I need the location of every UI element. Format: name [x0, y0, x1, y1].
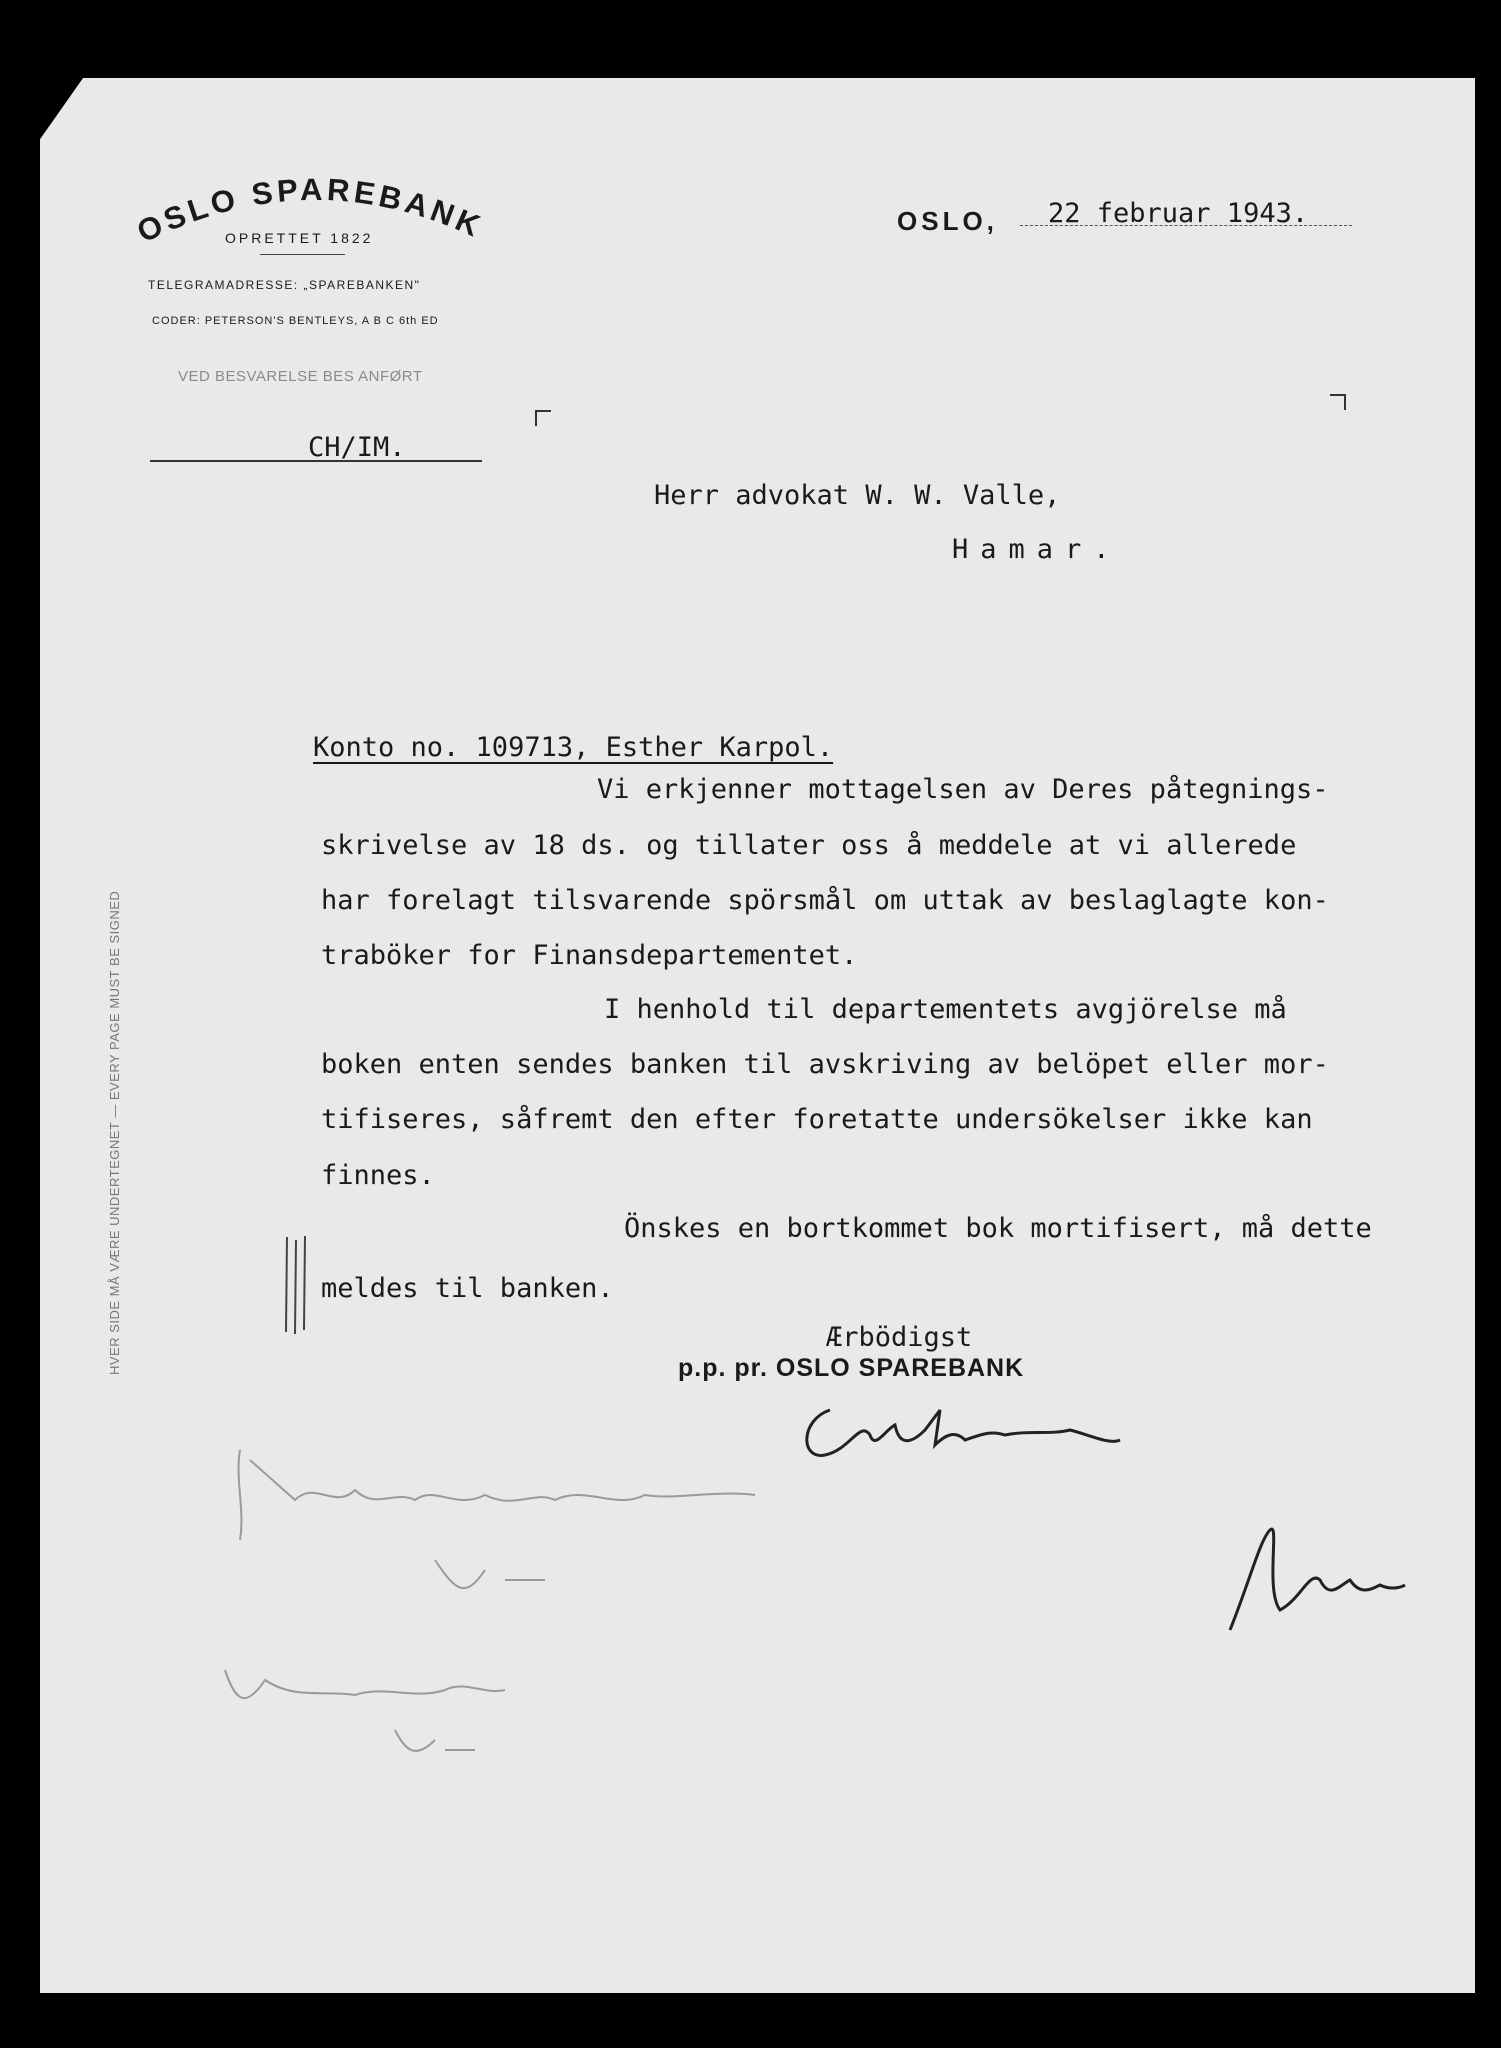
body-line: skrivelse av 18 ds. og tillater oss å meddele at vi allerede: [321, 830, 1297, 861]
addressee-city: Hamar.: [952, 534, 1122, 565]
body-line: boken enten sendes banken til avskriving av belöpet eller mor-: [321, 1049, 1329, 1080]
body-line: Önskes en bortkommet bok mortifisert, må dette: [624, 1213, 1372, 1244]
letterhead-divider: [260, 254, 345, 255]
body-line: tifiseres, såfremt den efter foretatte undersökelser ikke kan: [321, 1104, 1313, 1135]
body-line: meldes til banken.: [321, 1273, 614, 1304]
svg-text:OSLO SPAREBANK: OSLO SPAREBANK: [131, 171, 489, 250]
date-text: 22 februar 1943.: [1048, 198, 1309, 229]
reference-code: CH/IM.: [308, 432, 406, 463]
handwritten-pencil-notes: [215, 1440, 775, 1770]
subject-line: Konto no. 109713, Esther Karpol.: [313, 732, 834, 763]
telegram-address: TELEGRAMADRESSE: „SPAREBANKEN": [148, 278, 421, 292]
body-line: Vi erkjenner mottagelsen av Deres påtegnings-: [597, 774, 1329, 805]
address-corner-mark-right: [1330, 394, 1346, 410]
body-line: har forelagt tilsvarende spörsmål om uttak av beslaglagte kon-: [321, 885, 1329, 916]
signature-1: [790, 1390, 1200, 1480]
body-line: traböker for Finansdepartementet.: [321, 940, 858, 971]
body-line: finnes.: [321, 1160, 435, 1191]
signature-block: p.p. pr. OSLO SPAREBANK: [678, 1354, 1025, 1382]
side-note: HVER SIDE MÅ VÆRE UNDERTEGNET — EVERY PAGE MUST BE SIGNED: [107, 890, 122, 1375]
place-text: OSLO,: [897, 206, 998, 236]
address-corner-mark-left: [535, 410, 551, 426]
closing-text: Ærbödigst: [826, 1322, 973, 1353]
signature-2: [1210, 1500, 1410, 1640]
reply-note: VED BESVARELSE BES ANFØRT: [178, 368, 423, 385]
margin-marks: [282, 1232, 312, 1337]
founded-text: OPRETTET 1822: [225, 230, 374, 246]
telegraph-codes: CODER: PETERSON'S BENTLEYS, A B C 6th ED: [152, 315, 439, 327]
body-line: I henhold til departementets avgjörelse må: [604, 994, 1287, 1025]
addressee-name: Herr advokat W. W. Valle,: [654, 480, 1061, 511]
reference-underline: [150, 460, 482, 462]
date-underline: [1020, 225, 1352, 226]
